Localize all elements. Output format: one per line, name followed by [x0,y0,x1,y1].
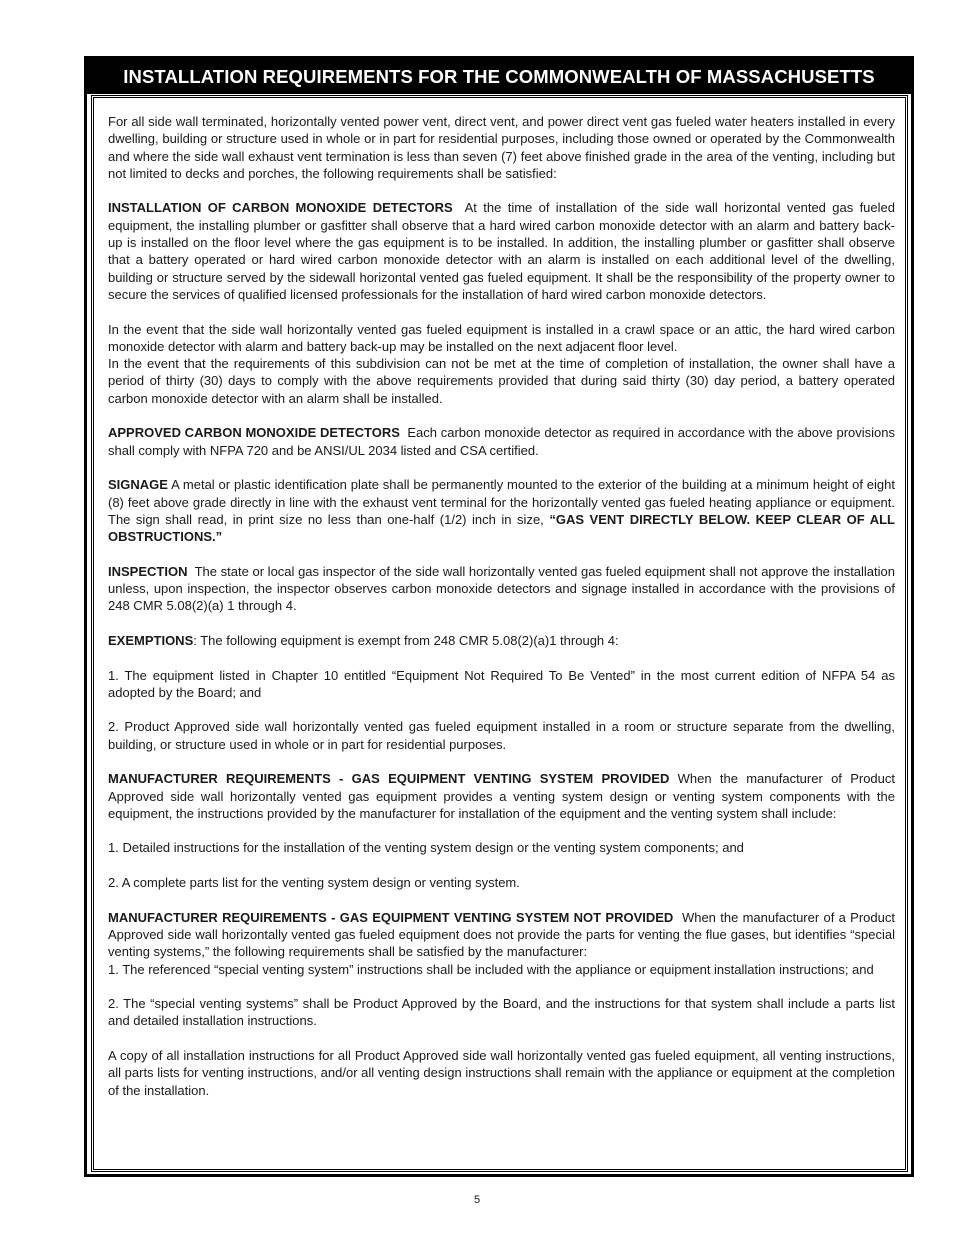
content-body [108,113,895,1116]
mfr-provided-paragraph [108,770,895,822]
approved-heading: APPROVED CARBON MONOXIDE DETECTORS [108,425,400,441]
inspection-heading: INSPECTION [108,563,188,579]
crawl-space-paragraph: In the event that the side wall horizontally vented gas fueled equipment is installed in a crawl space or an attic, the hard wired carbon monoxide detector with alarm and battery back-up may be installed on the next adjacent floor level. [108,321,895,354]
mfr-not-provided-text: When the manufacturer of a Product Approved side wall horizontally vented gas fueled equipment does not provide the parts for venting the flue gases, but identifies “special venting systems,” the following requirements shall be satisfied by the manufacturer: [108,909,895,960]
signage-heading: SIGNAGE [108,477,168,493]
page-number: 5 [473,1194,481,1206]
approved-text: Each carbon monoxide detector as required in accordance with the above provisions shall comply with NFPA 720 and be ANSI/UL 2034 listed and CSA certified. [108,425,895,458]
exemption-item-2: 2. Product Approved side wall horizontally vented gas fueled equipment installed in a room or structure separate from the dwelling, building, or structure used in whole or in part for residential purposes. [108,719,895,752]
exemptions-text: : The following equipment is exempt from 248 CMR 5.08(2)(a)1 through 4: [193,632,619,648]
signage-paragraph [108,476,895,545]
mfr-not-provided-heading: MANUFACTURER REQUIREMENTS - GAS EQUIPMENT VENTING SYSTEM NOT PROVIDED [108,909,674,925]
section-title: INSTALLATION REQUIREMENTS FOR THE COMMONWEALTH OF MASSACHUSETTS [87,59,911,94]
mfr-provided-heading: MANUFACTURER REQUIREMENTS - GAS EQUIPMENT VENTING SYSTEM PROVIDED [108,771,670,787]
exemptions-heading: EXEMPTIONS [108,632,194,648]
provided-item-2: 2. A complete parts list for the venting system design or venting system. [108,875,520,891]
provided-item-1: 1. Detailed instructions for the installation of the venting system design or the venting system components; and [108,840,744,856]
signage-quote: “GAS VENT DIRECTLY BELOW. KEEP CLEAR OF ALL OBSTRUCTIONS.” [108,511,895,545]
mfr-provided-text: When the manufacturer of Product Approved side wall horizontally vented gas equipment provides a venting system design or venting system components with the equipment, the instructions provided by the manufacturer for installation of the equipment and the venting system shall include: [108,771,895,821]
co-install-text: At the time of installation of the side wall horizontal vented gas fueled equipment, the installing plumber or gasfitter shall observe that a hard wired carbon monoxide detector with an alarm and battery back-up is installed on the floor level where the gas equipment is to be installed. In addition, the installing plumber or gasfitter shall observe that a battery operated or hard wired carbon monoxide detector with an alarm is installed on each additional level of the dwelling, building or structure served by the sidewall horizontal vented gas fueled equipment. It shall be the responsibility of the property owner to secure the services of qualified licensed professionals for the installation of hard wired carbon monoxide detectors. [108,200,895,302]
requirements-box [84,56,914,1177]
closing-paragraph: A copy of all installation instructions for all Product Approved side wall horizontally vented gas fueled equipment, all venting instructions, all parts lists for venting instructions, and/or all venting design instructions shall remain with the appliance or equipment at the completion of the installation. [108,1048,895,1098]
thirty-day-paragraph: In the event that the requirements of this subdivision can not be met at the time of completion of installation, the owner shall have a period of thirty (30) days to comply with the above requirements provided that during said thirty (30) day period, a battery operated carbon monoxide detector with an alarm shall be installed. [108,356,895,406]
exemptions-paragraph [108,632,895,649]
approved-paragraph [108,424,895,459]
inspection-paragraph [108,563,895,615]
exemption-item-1: 1. The equipment listed in Chapter 10 entitled “Equipment Not Required To Be Vented” in the most current edition of NFPA 54 as adopted by the Board; and [108,667,895,700]
inspection-text: The state or local gas inspector of the side wall horizontally vented gas fueled equipment shall not approve the installation unless, upon inspection, the inspector observes carbon monoxide detectors and signage installed in accordance with the provisions of 248 CMR 5.08(2)(a) 1 through 4. [108,563,895,614]
intro-paragraph: For all side wall terminated, horizontally vented power vent, direct vent, and power direct vent gas fueled water heaters installed in every dwelling, building or structure used in whole or in part for residential purposes, including those owned or operated by the Commonwealth and where the side wall exhaust vent termination is less than seven (7) feet above finished grade in the area of the venting, including but not limited to decks and porches, the following requirements shall be satisfied: [108,114,895,181]
not-provided-item-2: 2. The “special venting systems” shall be Product Approved by the Board, and the instructions for that system shall include a parts list and detailed installation instructions. [108,996,895,1029]
content-border [93,97,906,1170]
co-install-heading: INSTALLATION OF CARBON MONOXIDE DETECTORS [108,200,453,216]
mfr-not-provided-paragraph [108,909,895,961]
co-install-paragraph [108,199,895,303]
signage-text: A metal or plastic identification plate shall be permanently mounted to the exterior of the building at a minimum height of eight (8) feet above grade directly in line with the exhaust vent terminal for the horizontally vented gas fueled heating appliance or equipment. The sign shall read, in print size no less than one-half (1/2) inch in size, [108,477,895,527]
not-provided-item-1: 1. The referenced “special venting system” instructions shall be included with the appliance or equipment installation instructions; and [108,961,874,977]
